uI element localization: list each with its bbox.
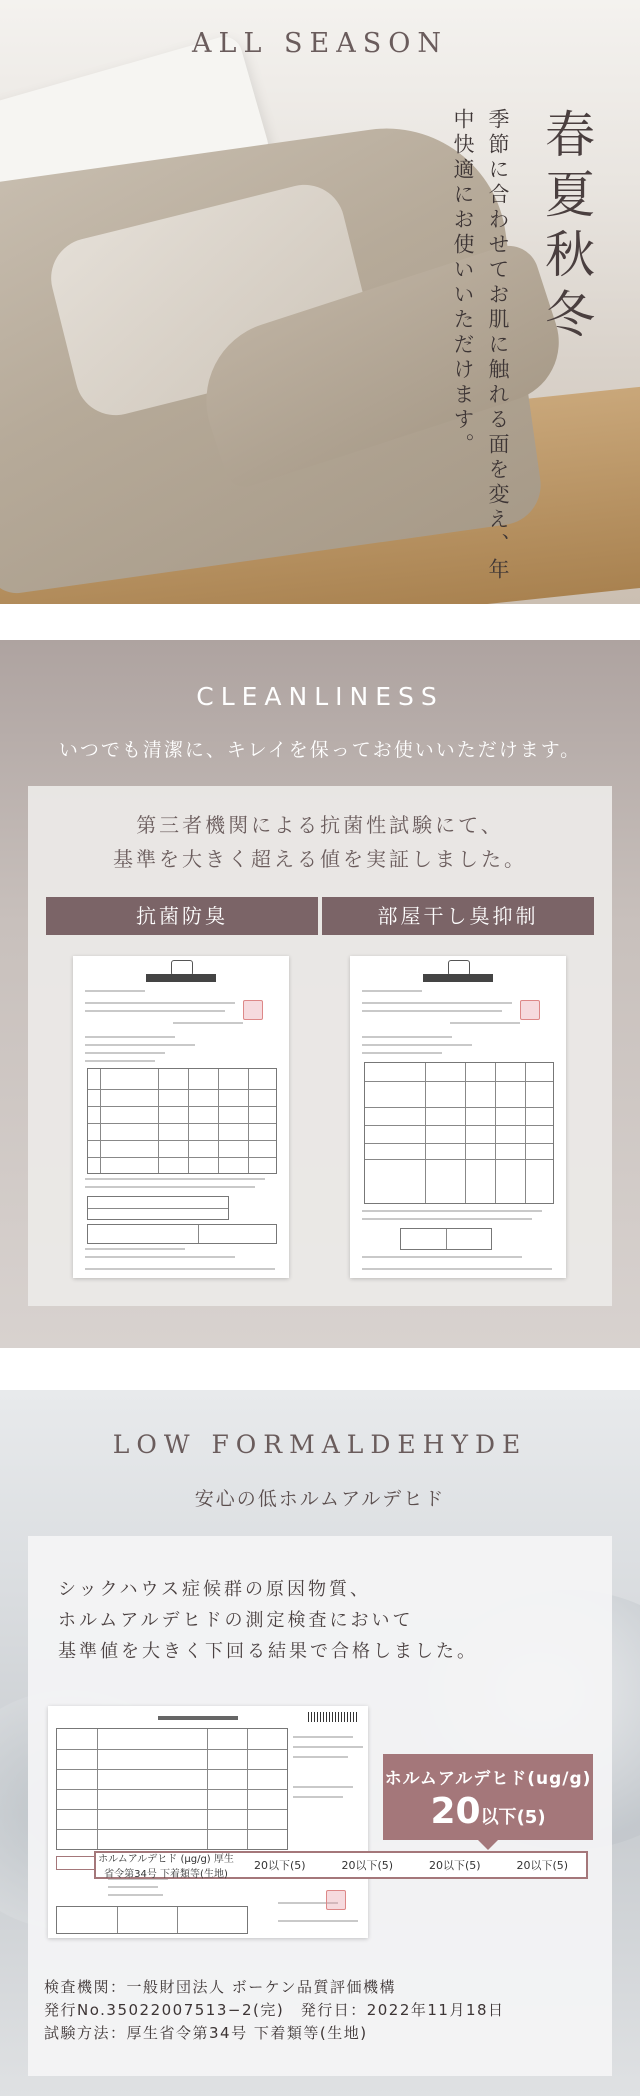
formaldehyde-lead: [58, 1574, 478, 1667]
formaldehyde-lead-line1: シックハウス症候群の原因物質、: [58, 1579, 372, 1600]
season-heading: 春夏秋冬: [537, 108, 595, 348]
badge-pointer: [478, 1840, 498, 1850]
low-formaldehyde-subtitle: 安心の低ホルムアルデヒド: [194, 1488, 446, 1510]
season-description: 季節に合わせてお肌に触れる面を変え、年中快適にお使いいただけます。: [451, 108, 510, 583]
formaldehyde-card: [28, 1536, 612, 2076]
inspection-info: [44, 1976, 505, 2045]
tab-antibacterial: 抗菌防臭: [46, 897, 318, 935]
badge-unit: 以下: [480, 1807, 517, 1828]
formaldehyde-report-image: [48, 1706, 368, 1938]
formaldehyde-result-band: [94, 1851, 588, 1879]
formaldehyde-value-badge: [383, 1754, 593, 1840]
band-value: 20以下(5): [341, 1859, 394, 1872]
band-value: 20以下(5): [253, 1859, 306, 1872]
antibacterial-lead: [28, 808, 612, 876]
antibacterial-certificate-image: [73, 956, 289, 1278]
band-value: 20以下(5): [516, 1859, 569, 1872]
section-divider: [0, 604, 640, 640]
cleanliness-title: CLEANLINESS: [196, 682, 444, 711]
section-divider-2: [0, 1348, 640, 1390]
badge-suffix: (5): [516, 1807, 546, 1828]
tab-indoor-drying-odor: 部屋干し臭抑制: [322, 897, 594, 935]
inspection-agency: 検査機関：一般財団法人 ボーケン品質評価機構: [44, 1978, 397, 1996]
cleanliness-section: [0, 640, 640, 1348]
formaldehyde-lead-line2: ホルムアルデヒドの測定検査において: [58, 1610, 414, 1631]
all-season-title: ALL SEASON: [192, 28, 448, 59]
test-method: 試験方法：厚生省令第34号 下着類等(生地): [44, 2024, 368, 2042]
antibacterial-lead-line2: 基準を大きく超える値を実証しました。: [113, 847, 527, 871]
all-season-section: [0, 0, 640, 604]
cleanliness-subtitle: いつでも清潔に、キレイを保ってお使いいただけます。: [58, 739, 582, 761]
antibacterial-card: [28, 786, 612, 1306]
antibacterial-lead-line1: 第三者機関による抗菌性試験にて、: [136, 813, 504, 837]
badge-value: [383, 1791, 593, 1832]
low-formaldehyde-section: [0, 1390, 640, 2096]
band-value: 20以下(5): [428, 1859, 481, 1872]
issue-number-date: 発行No.35022007513−2(完) 発行日：2022年11月18日: [44, 2001, 505, 2019]
badge-title: ホルムアルデヒド(ug/g): [384, 1769, 592, 1789]
formaldehyde-lead-line3: 基準値を大きく下回る結果で合格しました。: [58, 1641, 478, 1662]
badge-number: 20: [430, 1791, 481, 1832]
low-formaldehyde-title: LOW FORMALDEHYDE: [112, 1430, 528, 1459]
indoor-drying-certificate-image: [350, 956, 566, 1278]
band-header: ホルムアルデヒド (μg/g) 厚生省令第34号 下着類等(生地): [98, 1854, 234, 1880]
